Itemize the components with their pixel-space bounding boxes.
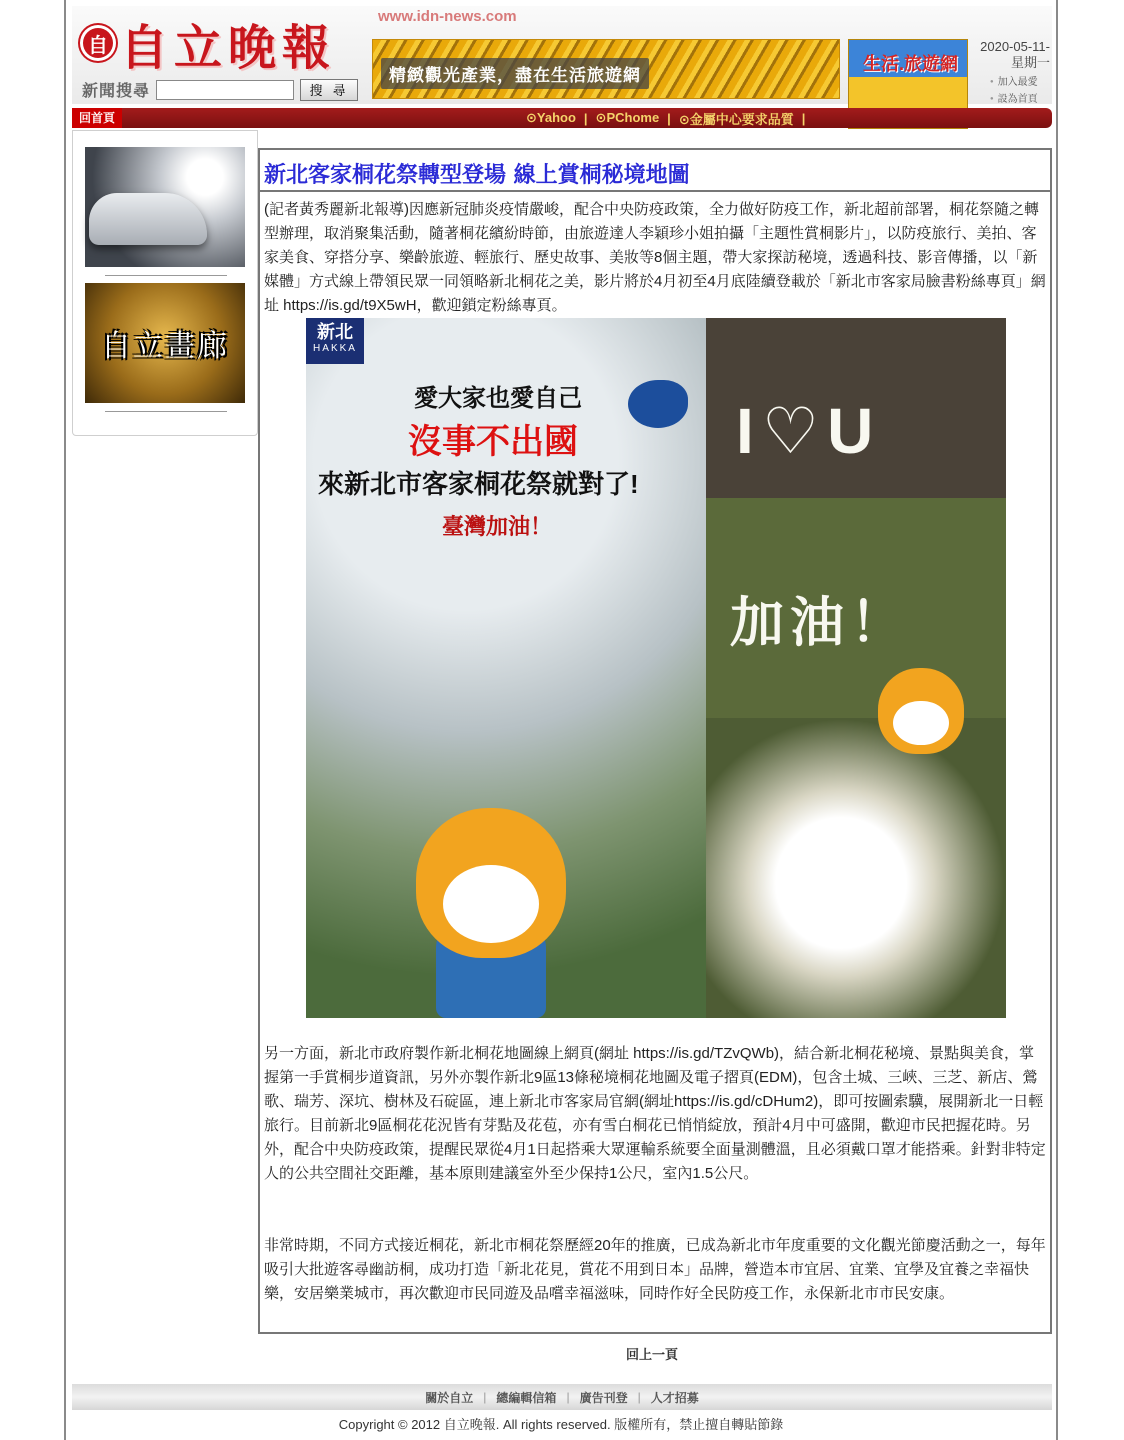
site-header <box>72 6 1052 104</box>
badge-title: 新北 <box>317 322 353 342</box>
nav-home-link[interactable]: 回首頁 <box>72 108 122 128</box>
article-title-bar <box>260 150 1050 192</box>
date-display <box>970 39 1050 71</box>
banner-text: 精緻觀光產業，盡在生活旅遊網 <box>381 58 649 89</box>
add-favorite-link[interactable]: ● 加入最愛 <box>990 74 1038 91</box>
main-nav <box>72 108 1052 128</box>
logo-mark-icon: 自 <box>80 25 116 61</box>
nav-separator: | <box>667 110 671 126</box>
tung-blossom-festival-poster <box>306 318 1006 1018</box>
article-title: 新北客家桐花祭轉型登場 線上賞桐秘境地圖 <box>264 162 690 188</box>
car-ad-image[interactable] <box>85 147 245 267</box>
poster-flower-oil-text: 加油！ <box>730 593 910 653</box>
sidebar-divider <box>105 275 227 276</box>
car-illustration <box>89 193 207 245</box>
set-homepage-link[interactable]: ● 設為首頁 <box>990 91 1038 108</box>
poster-white-blossoms <box>706 718 1006 1018</box>
nav-link-metal-center[interactable]: ⊙金屬中心要求品質 <box>678 111 794 127</box>
quick-links <box>990 74 1038 108</box>
sidebar-divider <box>105 411 227 412</box>
article-paragraph-3: 非常時期，不同方式接近桐花，新北市桐花祭歷經20年的推廣，已成為新北市年度重要的文化觀光節慶活動之一，每年吸引大批遊客尋幽訪桐，成功打造「新北花見，賞花不用到日本」品牌，營造本市宜居、宜業、宜學及宜養之幸福快樂，安居樂業城市，再次歡迎市民同遊及品嚐幸福滋味，同時作好全民防疫工作，永保新北市市民安康。 <box>264 1237 1046 1302</box>
poster-slogan-3: 來新北市客家桐花祭就對了! <box>318 469 639 499</box>
footer-separator: | <box>566 1390 570 1404</box>
page-frame <box>64 0 1058 1440</box>
poster-i-love-u-flowers <box>706 318 1006 718</box>
copyright-text: Copyright © 2012 自立晚報. All rights reserved. 版權所有，禁止擅自轉貼節錄 <box>338 1417 784 1432</box>
poster-slogan-1: 愛大家也愛自己 <box>414 385 582 412</box>
poster-flower-love-text: I♡U <box>736 395 882 467</box>
back-link[interactable]: 回上一頁 <box>626 1347 679 1362</box>
footer-link-careers[interactable]: 人才招募 <box>650 1390 699 1405</box>
gallery-ad-image[interactable] <box>85 283 245 403</box>
footer-separator: | <box>483 1390 487 1404</box>
nav-portal-links <box>518 108 805 128</box>
shiba-girl-mascot-icon <box>878 668 964 754</box>
blue-magpie-mascot-icon <box>628 380 688 428</box>
search-input[interactable] <box>156 80 294 100</box>
promo-text: 生活.旅遊網 <box>863 54 959 74</box>
poster-slogan-2: 沒事不出國 <box>408 423 578 461</box>
site-url[interactable]: www.idn-news.com <box>378 8 517 25</box>
article-paragraph-1: (記者黃秀麗新北報導)因應新冠肺炎疫情嚴峻，配合中央防疫政策，全力做好防疫工作，新北超前部署，桐花祭隨之轉型辦理，取消聚集活動，隨著桐花繽紛時節，由旅遊達人李穎珍小姐拍攝「主題性賞桐影片」，以防疫旅行、美拍、客家美食、穿搭分享、樂齡旅遊、輕旅行、歷史故事、美妝等8個主題，帶大家探訪秘境，透過科技、影音傳播，以「新媒體」方式線上帶領民眾一同領略新北桐花之美，影片將於4月初至4月底陸續登載於「新北市客家局臉書粉絲專頁」網址 https://is.gd/t9X5wH，歡迎鎖定粉絲專頁。 <box>264 201 1046 314</box>
nav-link-pchome[interactable]: ⊙PChome <box>595 110 660 125</box>
nav-link-yahoo[interactable]: ⊙Yahoo <box>526 110 576 125</box>
tourism-banner-ad[interactable] <box>372 39 840 99</box>
logo-text: 自立晚報 <box>120 19 337 76</box>
poster-slogan-4: 臺灣加油！ <box>442 514 553 539</box>
footer-link-editor-mail[interactable]: 總編輯信箱 <box>496 1390 557 1405</box>
footer-nav <box>72 1384 1052 1410</box>
search-button[interactable]: 搜 尋 <box>300 79 358 101</box>
sidebar <box>72 130 258 436</box>
badge-subtitle: HAKKA <box>313 343 357 354</box>
search-label: 新聞搜尋 <box>82 83 151 100</box>
current-weekday: 星期一 <box>1010 55 1050 70</box>
footer-link-about[interactable]: 關於自立 <box>425 1390 474 1405</box>
current-date: 2020-05-11- <box>980 39 1050 54</box>
footer-separator: | <box>637 1390 641 1404</box>
gallery-label: 自立畫廊 <box>101 329 229 364</box>
new-taipei-hakka-badge <box>306 318 364 364</box>
article-panel <box>258 148 1052 1334</box>
nav-separator: | <box>801 110 806 126</box>
search-bar <box>82 78 358 101</box>
shiba-mascot-icon <box>416 808 566 958</box>
article-paragraph-2: 另一方面，新北市政府製作新北桐花地圖線上網頁(網址 https://is.gd/TZvQWb)，結合新北桐花秘境、景點與美食，掌握第一手賞桐步道資訊，另外亦製作新北9區13條秘境桐花地圖及電子摺頁(EDM)，包含土城、三峽、三芝、新店、鶯歌、瑞芳、深坑、樹林及石碇區，連上新北市客家局官網(網址https://is.gd/cDHum2)，即可按圖索驥，展開新北一日輕旅行。目前新北9區桐花花況皆有芽點及花苞，亦有雪白桐花已悄悄綻放，預計4月中可盛開，歡迎市民把握花時。另外，配合中央防疫政策，提醒民眾從4月1日起搭乘大眾運輸系統要全面量測體溫，且必須戴口罩才能搭乘。針對非特定人的公共空間社交距離，基本原則建議室外至少保持1公尺，室內1.5公尺。 <box>264 1045 1046 1182</box>
site-logo[interactable] <box>80 12 336 74</box>
nav-separator: | <box>583 110 588 126</box>
footer-link-advertise[interactable]: 廣告刊登 <box>579 1390 628 1405</box>
